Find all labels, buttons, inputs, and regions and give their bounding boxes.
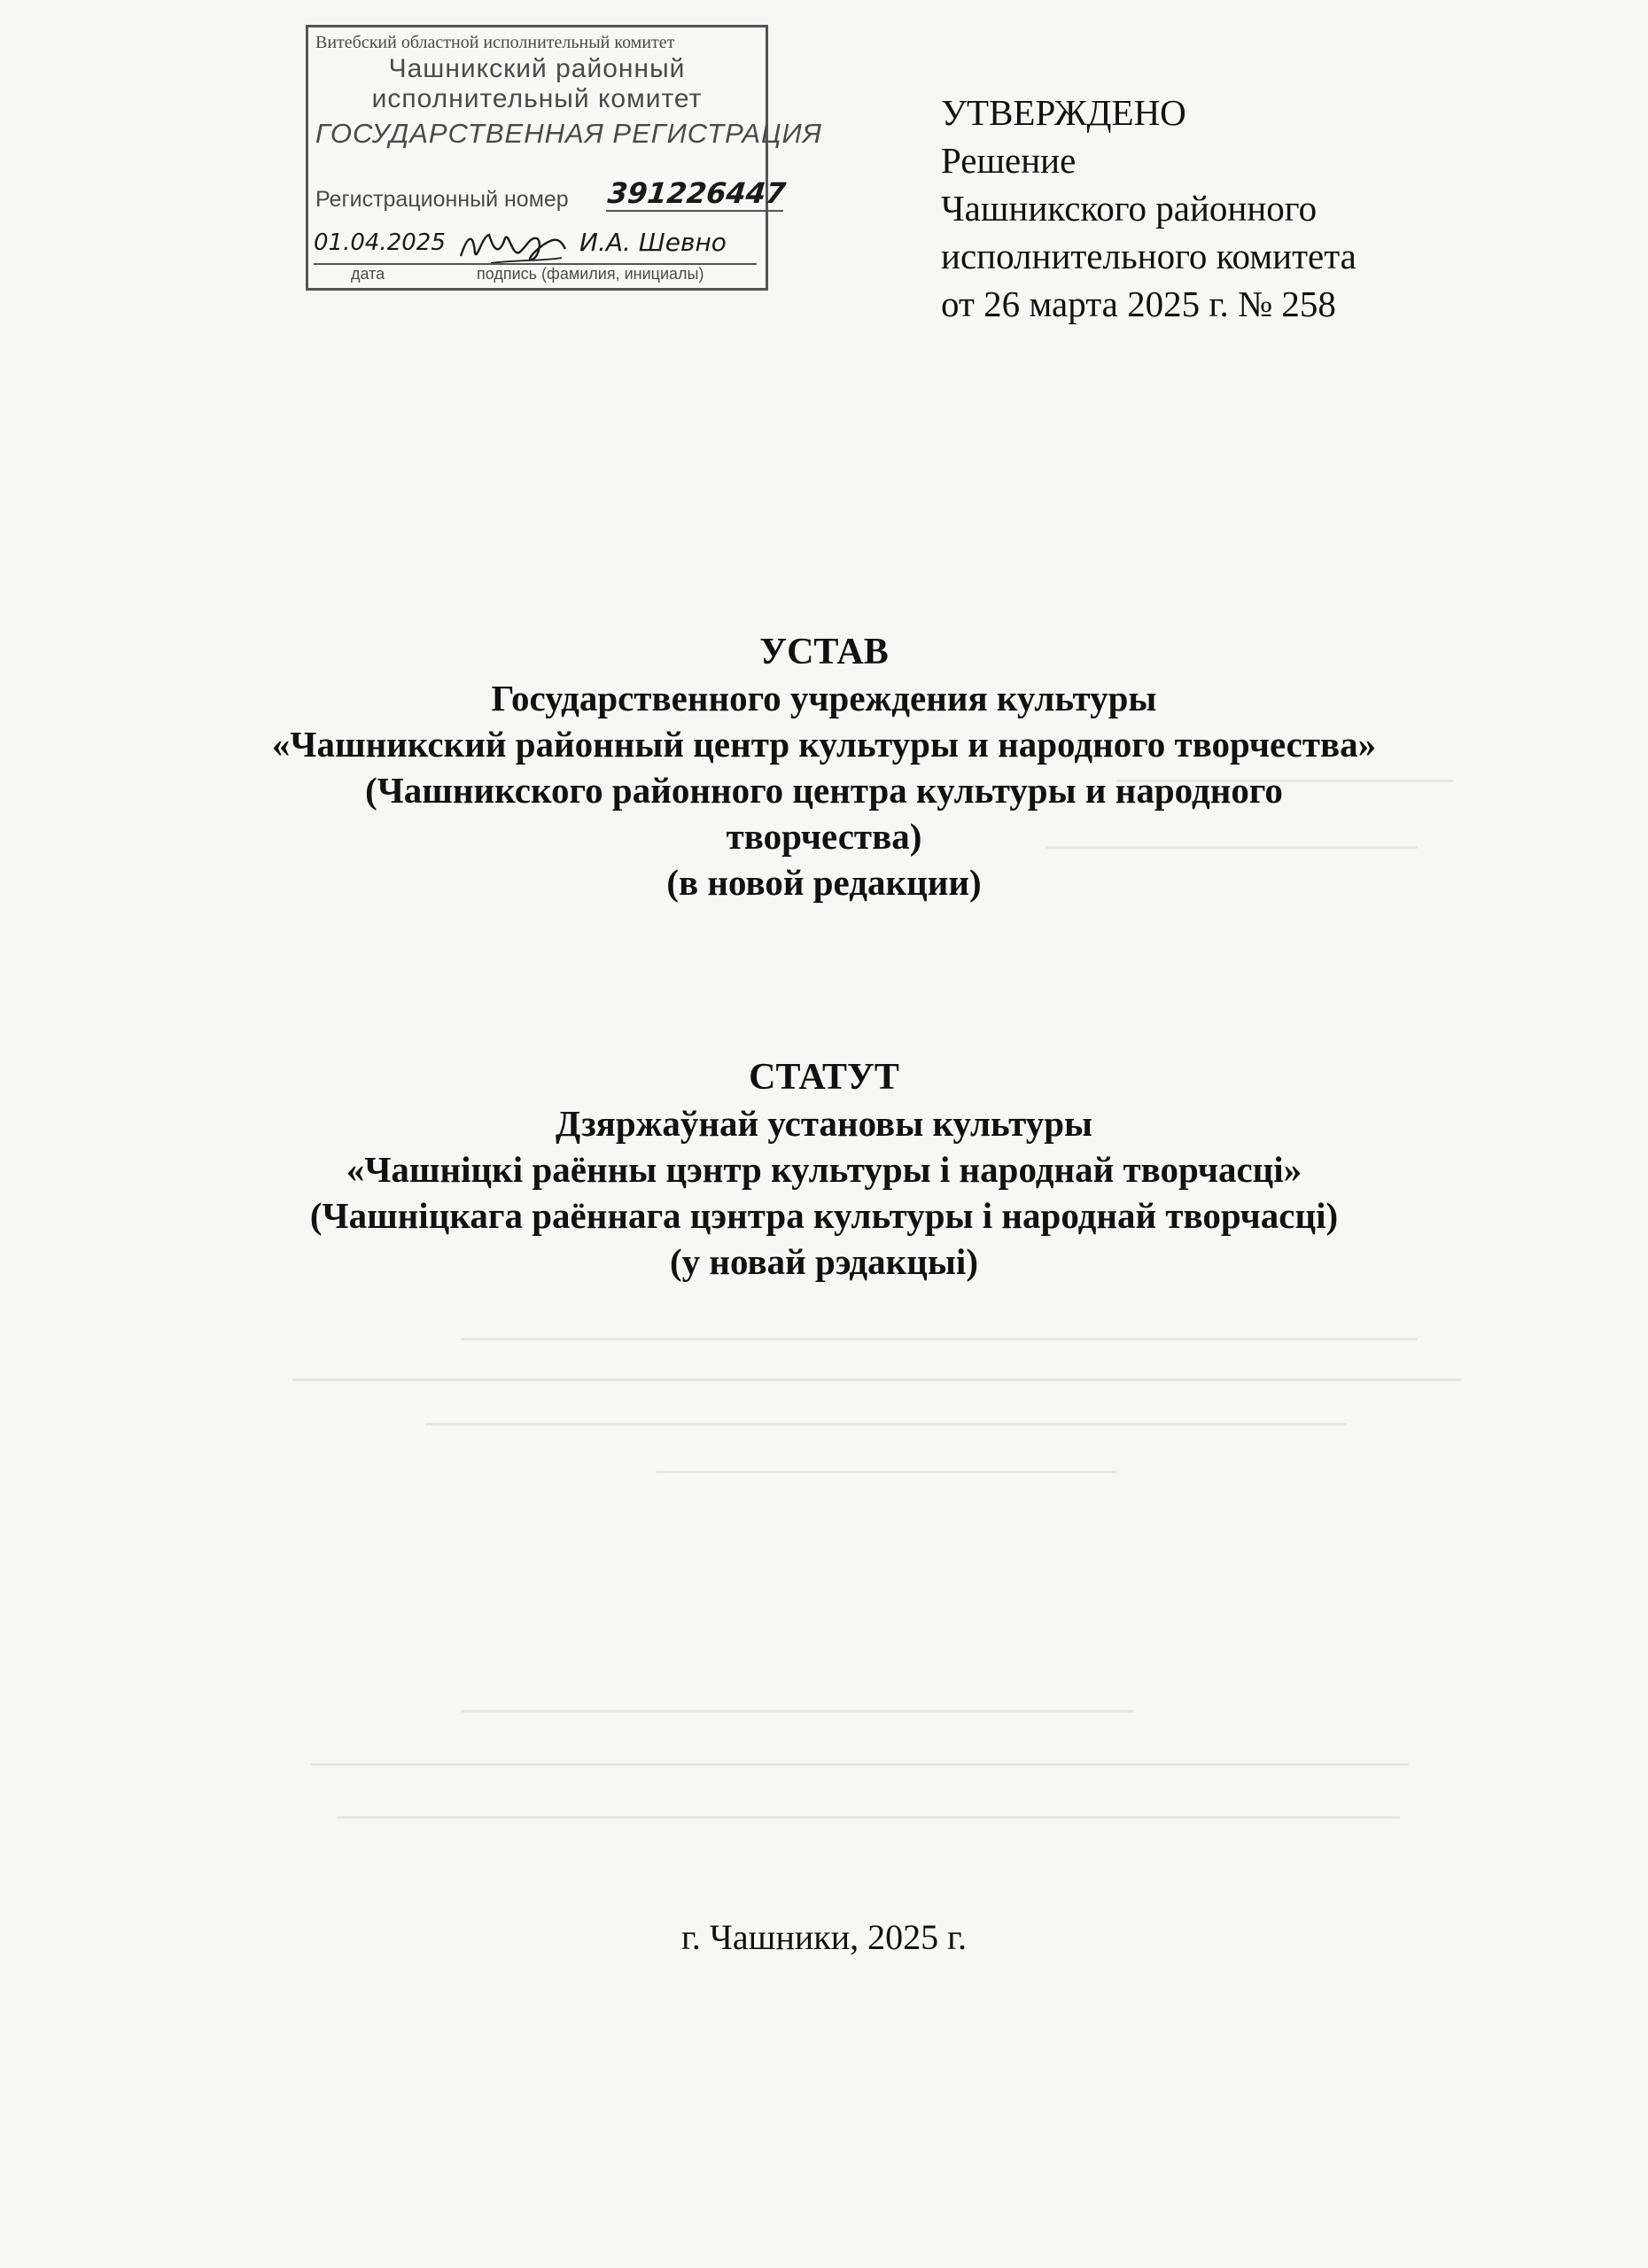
belarusian-title-line4: (у новай рэдакцыі) bbox=[670, 1241, 978, 1282]
stamp-date-value: 01.04.2025 bbox=[314, 229, 446, 256]
russian-title-line3: (Чашникского районного центра культуры и народного bbox=[365, 770, 1283, 811]
approval-block bbox=[941, 89, 1356, 328]
belarusian-title-line2: «Чашніцкі раённы цэнтр культуры і народнай творчасці» bbox=[346, 1149, 1302, 1190]
belarusian-title-line3: (Чашніцкага раённага цэнтра культуры і народнай творчасці) bbox=[309, 1195, 1339, 1236]
stamp-authority: Витебский областной исполнительный комитет bbox=[315, 33, 675, 52]
belarusian-title-block bbox=[0, 1054, 1648, 1285]
registration-stamp bbox=[306, 25, 822, 291]
bleed-through-line bbox=[656, 1471, 1116, 1473]
stamp-signer-name: И.А. Шевно bbox=[579, 228, 727, 257]
bleed-through-line bbox=[310, 1763, 1409, 1766]
stamp-committee-line2: исполнительный комитет bbox=[371, 84, 703, 113]
approval-decision: Решение bbox=[941, 140, 1077, 181]
belarusian-title-line1: Дзяржаўнай установы культуры bbox=[555, 1103, 1093, 1144]
stamp-title: ГОСУДАРСТВЕННАЯ РЕГИСТРАЦИЯ bbox=[315, 118, 822, 149]
stamp-reg-number: 391226447 bbox=[606, 176, 788, 210]
stamp-signature-row bbox=[314, 229, 760, 265]
russian-title-line4: творчества) bbox=[726, 816, 922, 857]
russian-title-line2: «Чашникский районный центр культуры и народного творчества» bbox=[271, 724, 1377, 765]
stamp-caption-date: дата bbox=[351, 265, 385, 283]
stamp-committee-line1: Чашникский районный bbox=[388, 54, 686, 83]
approval-heading: УТВЕРЖДЕНО bbox=[941, 92, 1186, 133]
stamp-reg-label: Регистрационный номер bbox=[315, 187, 569, 212]
bleed-through-line bbox=[425, 1423, 1347, 1425]
bleed-through-line bbox=[292, 1379, 1462, 1381]
stamp-caption-signature: подпись (фамилия, инициалы) bbox=[477, 265, 704, 283]
approval-date-number: от 26 марта 2025 г. № 258 bbox=[941, 284, 1336, 324]
approval-body-line1: Чашникского районного bbox=[941, 188, 1318, 229]
handwritten-signature bbox=[455, 226, 571, 267]
russian-title-block bbox=[0, 629, 1648, 905]
bleed-through-line bbox=[461, 1710, 1134, 1713]
russian-title-line1: Государственного учреждения культуры bbox=[491, 678, 1157, 718]
belarusian-title-heading: СТАТУТ bbox=[749, 1057, 899, 1098]
bleed-through-line bbox=[461, 1338, 1418, 1340]
russian-title-line5: (в новой редакции) bbox=[666, 862, 982, 903]
bleed-through-line bbox=[337, 1816, 1400, 1819]
approval-body-line2: исполнительного комитета bbox=[941, 236, 1356, 276]
place-and-year: г. Чашники, 2025 г. bbox=[681, 1917, 967, 1957]
russian-title-heading: УСТАВ bbox=[759, 632, 889, 672]
